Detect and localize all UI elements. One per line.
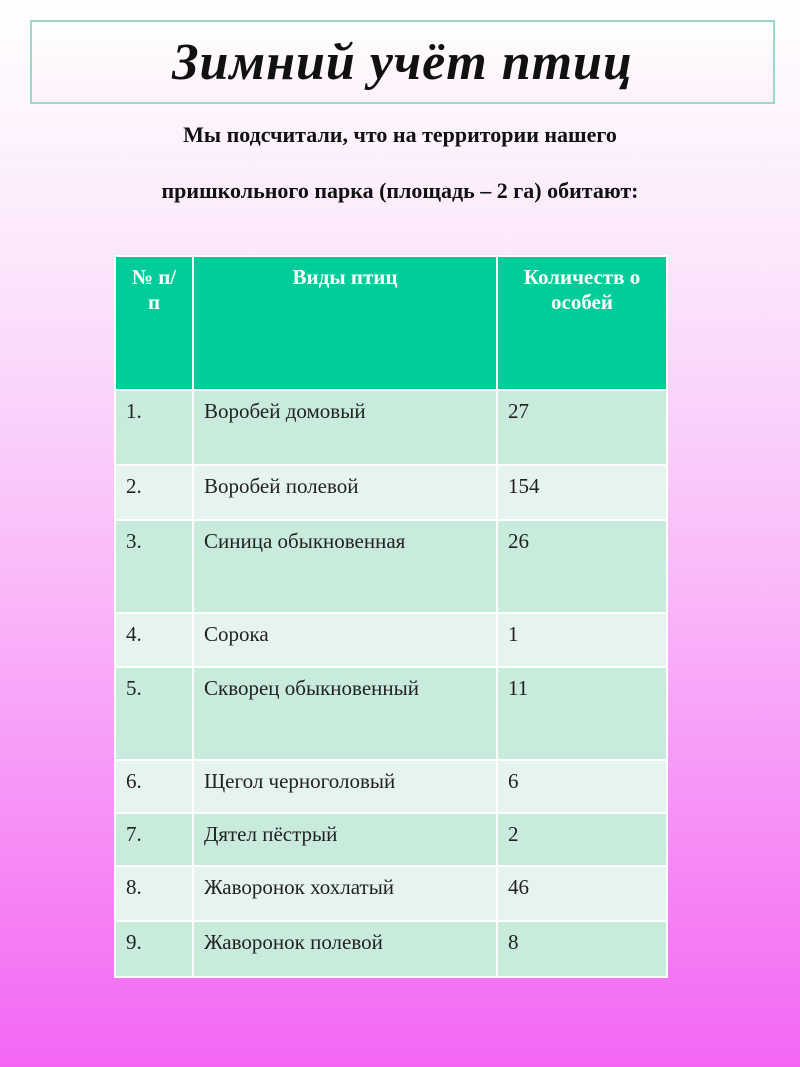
cell-count: 8 (497, 921, 667, 977)
cell-count: 46 (497, 866, 667, 921)
cell-species: Жаворонок хохлатый (193, 866, 497, 921)
cell-num: 6. (115, 760, 193, 813)
cell-num: 9. (115, 921, 193, 977)
table-row (115, 813, 667, 866)
cell-count: 154 (497, 465, 667, 520)
table-row (115, 866, 667, 921)
intro-line-1: Мы подсчитали, что на территории нашего (183, 122, 617, 147)
table-row (115, 613, 667, 667)
cell-species: Воробей полевой (193, 465, 497, 520)
cell-num: 8. (115, 866, 193, 921)
table-row (115, 390, 667, 465)
cell-species: Щегол черноголовый (193, 760, 497, 813)
cell-num: 5. (115, 667, 193, 760)
cell-num: 4. (115, 613, 193, 667)
table-row (115, 760, 667, 813)
cell-count: 11 (497, 667, 667, 760)
cell-count: 26 (497, 520, 667, 613)
table-row (115, 520, 667, 613)
cell-species: Жаворонок полевой (193, 921, 497, 977)
header-species: Виды птиц (193, 256, 497, 390)
table-header-row (115, 256, 667, 390)
page-title: Зимний учёт птиц (172, 33, 633, 91)
intro-line-2: пришкольного парка (площадь – 2 га) обитают: (161, 178, 639, 203)
table-row (115, 667, 667, 760)
cell-count: 6 (497, 760, 667, 813)
cell-count: 1 (497, 613, 667, 667)
header-number: № п/п (115, 256, 193, 390)
cell-species: Скворец обыкновенный (193, 667, 497, 760)
cell-num: 1. (115, 390, 193, 465)
cell-count: 2 (497, 813, 667, 866)
table-row (115, 921, 667, 977)
header-count: Количеств о особей (497, 256, 667, 390)
cell-count: 27 (497, 390, 667, 465)
cell-species: Дятел пёстрый (193, 813, 497, 866)
title-box (30, 20, 775, 104)
cell-species: Воробей домовый (193, 390, 497, 465)
table-row (115, 465, 667, 520)
cell-num: 7. (115, 813, 193, 866)
birds-table (114, 255, 668, 978)
cell-num: 3. (115, 520, 193, 613)
cell-num: 2. (115, 465, 193, 520)
cell-species: Сорока (193, 613, 497, 667)
cell-species: Синица обыкновенная (193, 520, 497, 613)
